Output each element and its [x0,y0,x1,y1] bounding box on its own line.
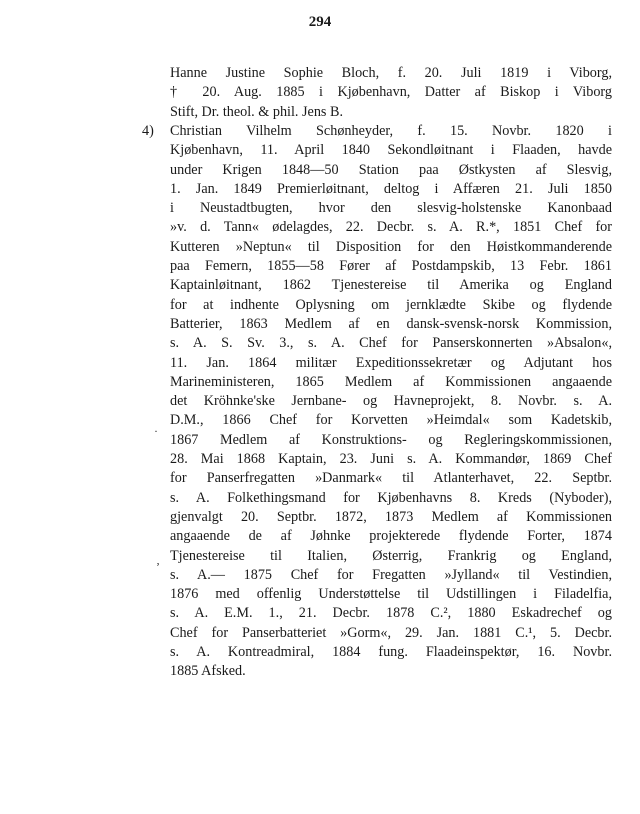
entry-line: Stift, Dr. theol. & phil. Jens B. [170,103,344,120]
entry-line: s. A.— 1875 Chef for Fregatten »Jylland« til Vestindien, [170,566,612,583]
entry-line: angaaende de af Jøhnke projekterede flydende Forter, 1874 [170,528,612,545]
entry-line: Kaptainløitnant, 1862 Tjenestereise til Amerika og England [170,277,612,294]
entry-marker: 4) [142,123,154,139]
entry-line: Kjøbenhavn, 11. April 1840 Sekondløitnant i Flaaden, havde [170,142,612,159]
entry-line: Tjenestereise til Italien, Østerrig, Frankrig og England, [170,547,612,564]
entry-line: s. A. Folkethingsmand for Kjøbenhavns 8. Kreds (Nyboder), [170,489,612,506]
stray-print-mark: ʼ [156,560,160,574]
stray-print-mark: · [154,424,158,438]
entry-line: † 20. Aug. 1885 i Kjøbenhavn, Datter af Biskop i Viborg [170,84,612,101]
entry-line: 1885 Afsked. [170,663,246,680]
entry-line: Christian Vilhelm Schønheyder, f. 15. Novbr. 1820 i [170,123,612,139]
entry-line: »v. d. Tann« ødelagdes, 22. Decbr. s. A. R.*, 1851 Chef for [170,219,612,236]
entry-line: D.M., 1866 Chef for Korvetten »Heimdal« som Kadetskib, [170,412,612,429]
entry-line: det Kröhnke'ske Jernbane- og Havneprojekt, 8. Novbr. s. A. [170,393,612,410]
entry-line: s. A. S. Sv. 3., s. A. Chef for Panserskonnerten »Absalon«, [170,335,612,352]
entry-line: paa Femern, 1855—58 Fører af Postdampskib, 13 Febr. 1861 [170,258,612,275]
entry-line: Chef for Panserbatteriet »Gorm«, 29. Jan. 1881 C.¹, 5. Decbr. [170,624,612,641]
entry-line: s. A. E.M. 1., 21. Decbr. 1878 C.², 1880 Eskadrechef og [170,605,612,622]
entry-line: 11. Jan. 1864 militær Expeditionssekretær og Adjutant hos [170,354,612,371]
entry-line: Batterier, 1863 Medlem af en dansk-svensk-norsk Kommission, [170,315,612,332]
entry-line: 1876 med offenlig Understøttelse til Udstillingen i Filadelfia, [170,586,612,603]
entry-line: for at indhente Oplysning om jernklædte Skibe og flydende [170,296,612,313]
page-number: 294 [308,14,332,30]
entry-line: 1867 Medlem af Konstruktions- og Regleringskommissionen, [170,431,612,448]
entry-line: Kutteren »Neptun« til Disposition for den Høistkommanderende [170,238,612,255]
entry-schonheyder [142,122,612,682]
entry-bloch [170,64,612,122]
entry-line: Hanne Justine Sophie Bloch, f. 20. Juli 1819 i Viborg, [170,65,612,81]
entry-line: 1. Jan. 1849 Premierløitnant, deltog i Affæren 21. Juli 1850 [170,180,612,197]
entry-line: under Krigen 1848—50 Station paa Østkysten af Slesvig, [170,161,612,178]
entry-line: 28. Mai 1868 Kaptain, 23. Juni s. A. Kommandør, 1869 Chef [170,451,612,468]
entry-line: gjenvalgt 20. Septbr. 1872, 1873 Medlem af Kommissionen [170,508,612,525]
entry-line: s. A. Kontreadmiral, 1884 fung. Flaadeinspektør, 16. Novbr. [170,644,612,661]
entry-line: i Neustadtbugten, hvor den slesvig-holstenske Kanonbaad [170,200,612,217]
entry-line: for Panserfregatten »Danmark« til Atlanterhavet, 22. Septbr. [170,470,612,487]
entry-line: Marineministeren, 1865 Medlem af Kommissionen angaaende [170,373,612,390]
